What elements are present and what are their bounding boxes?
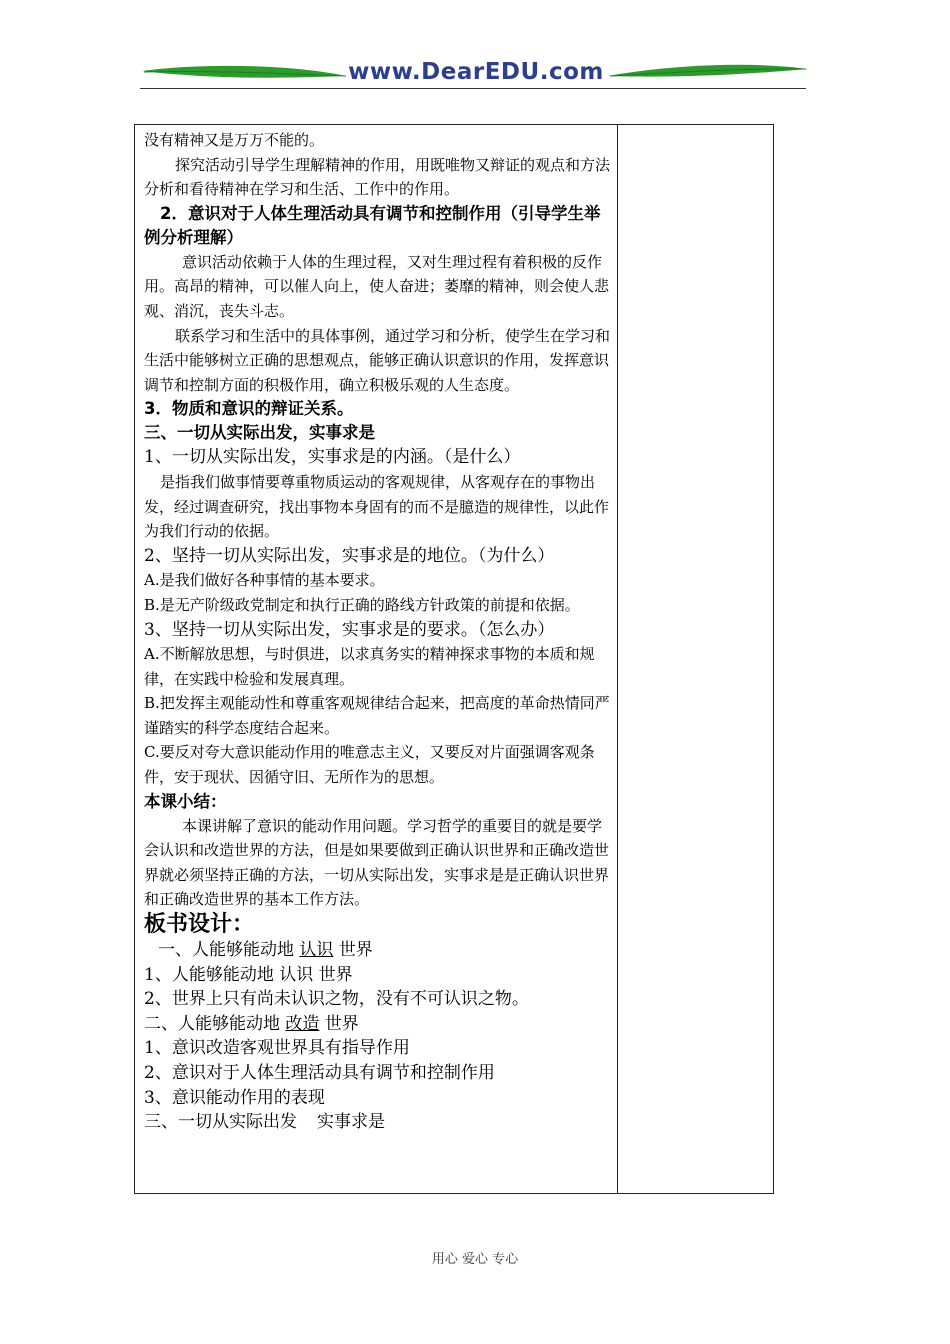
board-underlined-word: 认识 <box>299 940 334 961</box>
question-heading: 3、坚持一切从实际出发，实事求是的要求。（怎么办） <box>144 619 555 640</box>
board-line: 3、意识能动作用的表现 <box>144 1087 325 1108</box>
list-item: B.把发挥主观能动性和尊重客观规律结合起来，把高度的革命热情同严谨踏实的科学态度结合起来。 <box>144 694 610 737</box>
question-heading: 1、一切从实际出发，实事求是的内涵。（是什么） <box>144 447 521 468</box>
question-heading: 2、坚持一切从实际出发，实事求是的地位。（为什么） <box>144 545 555 566</box>
list-item: B.是无产阶级政党制定和执行正确的路线方针政策的前提和依据。 <box>144 595 580 614</box>
board-line: 2、世界上只有尚未认识之物，没有不可认识之物。 <box>144 989 529 1010</box>
board-line <box>144 1110 610 1135</box>
paragraph: 探究活动引导学生理解精神的作用，用既唯物又辩证的观点和方法分析和看待精神在学习和生活、工作中的作用。 <box>144 155 611 199</box>
board-underlined-word: 改造 <box>285 1013 320 1034</box>
paragraph: 意识活动依赖于人体的生理过程，又对生理过程有着积极的反作用。高昂的精神，可以催人向上，使人奋进；萎靡的精神，则会使人悲观、消沉，丧失斗志。 <box>144 252 610 320</box>
lesson-content <box>144 128 610 1135</box>
board-line: 1、意识改造客观世界具有指导作用 <box>144 1038 410 1059</box>
paragraph: 没有精神又是万万不能的。 <box>144 131 325 149</box>
list-item: C.要反对夸大意识能动作用的唯意志主义，又要反对片面强调客观条件，安于现状、因循守旧、无所作为的思想。 <box>144 743 595 787</box>
page-footer: 用心 爱心 专心 <box>431 1252 519 1267</box>
board-line: 2、意识对于人体生理活动具有调节和控制作用 <box>144 1063 495 1083</box>
board-line-text: 三、一切从实际出发 <box>144 1112 297 1133</box>
section-heading: 2．意识对于人体生理活动具有调节和控制作用（引导学生举例分析理解） <box>144 203 601 247</box>
board-line-text: 世界 <box>338 940 373 961</box>
paragraph: 联系学习和生活中的具体事例，通过学习和分析，使学生在学习和生活中能够树立正确的思想观点，能够正确认识意识的作用，发挥意识调节和控制方面的积极作用，确立积极乐观的人生态度。 <box>144 326 611 394</box>
list-item: A.不断解放思想，与时俱进，以求真务实的精神探求事物的本质和规律，在实践中检验和发展真理。 <box>144 645 595 688</box>
site-header <box>140 58 810 98</box>
board-line-text: 世界 <box>324 1013 359 1034</box>
board-line <box>144 1012 610 1037</box>
list-item: A.是我们做好各种事情的基本要求。 <box>144 571 385 590</box>
table-column-divider <box>617 124 618 1194</box>
paragraph: 是指我们做事情要尊重物质运动的客观规律，从客观存在的事物出发，经过调查研究，找出事物本身固有的而不是臆造的规律性，以此作为我们行动的依据。 <box>144 472 610 541</box>
board-line-text: 一、人能够能动地 <box>158 940 294 961</box>
site-logo[interactable]: www.DearEDU.com <box>348 59 604 85</box>
board-line: 1、人能够能动地 认识 世界 <box>144 964 353 985</box>
section-heading: 3．物质和意识的辩证关系。 <box>144 399 354 419</box>
board-line-text: 实事求是 <box>317 1112 385 1133</box>
summary-title: 本课小结： <box>144 791 227 811</box>
board-line-text: 二、人能够能动地 <box>144 1013 280 1034</box>
header-rule <box>140 88 806 89</box>
board-line <box>144 938 610 963</box>
board-title: 板书设计： <box>144 912 255 938</box>
section-heading: 三、一切从实际出发，实事求是 <box>144 423 375 443</box>
summary-paragraph: 本课讲解了意识的能动作用问题。学习哲学的重要目的就是要学会认识和改造世界的方法，但是如果要做到正确认识世界和正确改造世界就必须坚持正确的方法，一切从实际出发，实事求是是正确认识世界和正确改造世界的基本工作方法。 <box>144 816 610 909</box>
